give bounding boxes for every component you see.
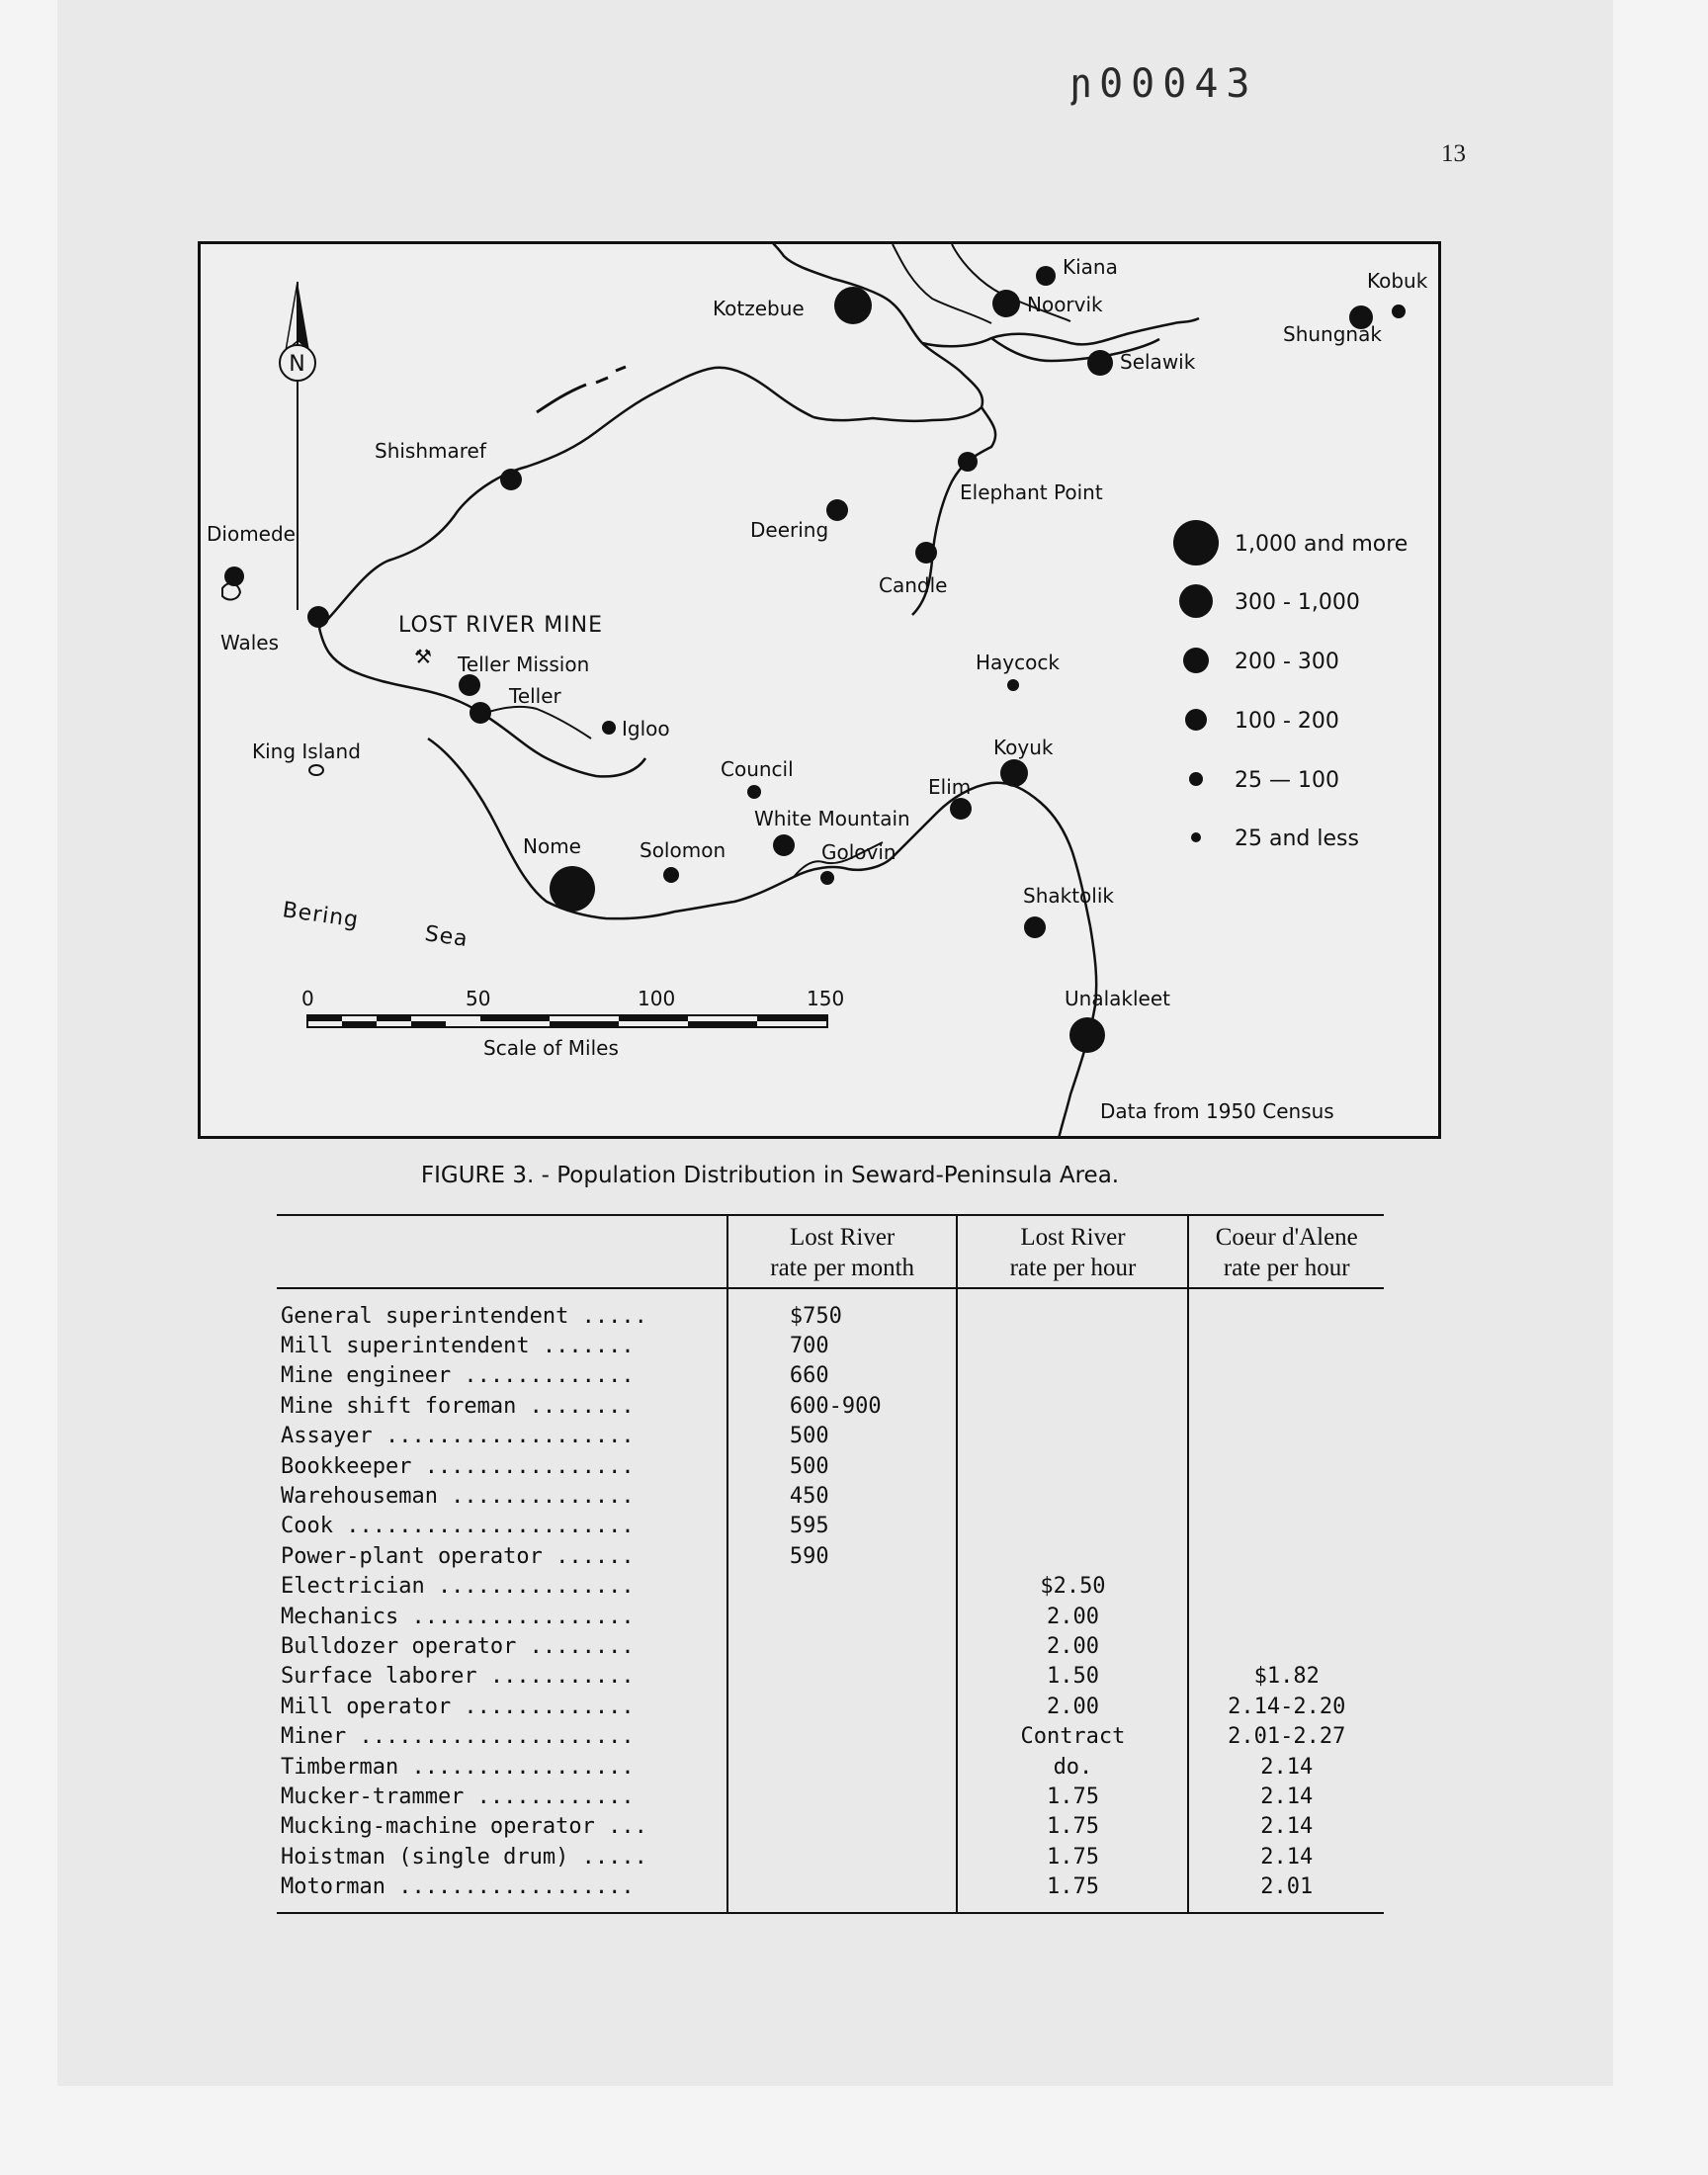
scale-label-0: 0 <box>301 987 314 1010</box>
shishmaref-lagoon-islands <box>537 367 626 412</box>
label-unalakleet: Unalakleet <box>1065 987 1170 1010</box>
town-elephant-point-dot <box>958 452 978 472</box>
legend-label-300-1000: 300 - 1,000 <box>1235 590 1360 615</box>
hour-rate-cell: 1.75 <box>957 1812 1188 1842</box>
table-row <box>277 1361 1384 1391</box>
hour-rate-cell: 1.75 <box>957 1782 1188 1811</box>
legend-label-25-less: 25 and less <box>1235 826 1359 851</box>
table-row <box>277 1422 1384 1451</box>
month-rate-cell <box>727 1662 958 1692</box>
occupation-cell: Bookkeeper ................ <box>281 1453 635 1479</box>
coeur-rate-cell <box>1188 1361 1384 1391</box>
month-rate-cell: 660 <box>727 1361 958 1391</box>
document-id-stamp: ɲ00043 <box>1068 61 1258 107</box>
north-label: N <box>289 352 306 377</box>
town-council-dot <box>747 785 761 799</box>
occupation-cell: Mucker-trammer ............ <box>281 1784 635 1809</box>
town-candle-dot <box>915 542 937 564</box>
label-teller: Teller <box>509 684 561 708</box>
label-kotzebue: Kotzebue <box>713 297 805 320</box>
coeur-rate-cell: 2.14 <box>1188 1842 1384 1871</box>
table-row <box>277 1842 1384 1871</box>
label-white-mountain: White Mountain <box>754 807 910 830</box>
town-unalakleet-dot <box>1069 1017 1105 1053</box>
month-rate-cell <box>727 1871 958 1912</box>
town-teller-mission-dot <box>459 674 480 696</box>
town-golovin-dot <box>820 871 834 885</box>
mine-pick-icon: ⚒ <box>414 645 432 668</box>
coastline-kotzebue-sound <box>772 244 982 421</box>
month-rate-cell <box>727 1692 958 1721</box>
coastline-port-clarence <box>482 707 591 739</box>
header-lost-river-month: Lost River rate per month <box>727 1215 958 1288</box>
month-rate-cell: 700 <box>727 1331 958 1360</box>
table-row <box>277 1451 1384 1481</box>
occupation-cell: Miner ..................... <box>281 1724 635 1750</box>
table-row <box>277 1572 1384 1602</box>
town-diomede-dot <box>224 566 244 586</box>
town-shishmaref-dot <box>500 469 522 490</box>
coeur-rate-cell <box>1188 1391 1384 1421</box>
occupation-cell: Warehouseman .............. <box>281 1484 635 1510</box>
population-map <box>198 241 1441 1139</box>
occupation-cell: Timberman ................. <box>281 1754 635 1780</box>
hour-rate-cell <box>957 1361 1188 1391</box>
month-rate-cell: 500 <box>727 1422 958 1451</box>
label-noorvik: Noorvik <box>1027 293 1103 316</box>
coeur-rate-cell <box>1188 1631 1384 1661</box>
occupation-cell: Power-plant operator ...... <box>281 1543 635 1569</box>
label-sea: Sea <box>423 921 470 953</box>
table-row <box>277 1512 1384 1541</box>
coeur-rate-cell <box>1188 1512 1384 1541</box>
table-row <box>277 1871 1384 1912</box>
label-teller-mission: Teller Mission <box>458 652 590 676</box>
occupation-cell: Mill superintendent ....... <box>281 1334 635 1359</box>
table-spacer-row <box>277 1288 1384 1301</box>
scale-label-50: 50 <box>466 987 491 1010</box>
coeur-rate-cell <box>1188 1301 1384 1331</box>
month-rate-cell <box>727 1752 958 1782</box>
coeur-rate-cell <box>1188 1481 1384 1511</box>
table-row <box>277 1541 1384 1571</box>
header-occupation <box>277 1215 727 1288</box>
month-rate-cell: 595 <box>727 1512 958 1541</box>
label-elim: Elim <box>928 775 972 799</box>
label-lost-river-mine: LOST RIVER MINE <box>398 613 604 638</box>
coeur-rate-cell: 2.14 <box>1188 1812 1384 1842</box>
coeur-rate-cell <box>1188 1541 1384 1571</box>
hour-rate-cell: 2.00 <box>957 1602 1188 1631</box>
population-legend <box>1173 520 1408 851</box>
label-solomon: Solomon <box>640 838 726 862</box>
hour-rate-cell <box>957 1541 1188 1571</box>
table-row <box>277 1602 1384 1631</box>
hour-rate-cell <box>957 1481 1188 1511</box>
town-deering-dot <box>826 499 848 521</box>
label-shishmaref: Shishmaref <box>375 439 486 463</box>
town-koyuk-dot <box>1000 759 1028 787</box>
town-igloo-dot <box>602 721 616 735</box>
label-haycock: Haycock <box>976 651 1060 674</box>
coastline-hotham <box>922 318 1199 346</box>
figure-caption: FIGURE 3. - Population Distribution in Seward-Peninsula Area. <box>420 1163 1120 1188</box>
table-row <box>277 1662 1384 1692</box>
occupation-cell: Electrician ............... <box>281 1574 635 1600</box>
town-noorvik-dot <box>992 290 1020 317</box>
label-selawik: Selawik <box>1120 350 1196 374</box>
coeur-rate-cell <box>1188 1602 1384 1631</box>
occupation-cell: Mine engineer ............. <box>281 1363 635 1389</box>
scale-bar <box>301 987 844 1060</box>
label-koyuk: Koyuk <box>993 736 1054 759</box>
month-rate-cell <box>727 1602 958 1631</box>
coastline-north <box>319 368 813 628</box>
month-rate-cell: 500 <box>727 1451 958 1481</box>
occupation-cell: Surface laborer ........... <box>281 1664 635 1690</box>
legend-label-200-300: 200 - 300 <box>1235 650 1339 674</box>
town-haycock-dot <box>1007 679 1019 691</box>
table-row <box>277 1692 1384 1721</box>
town-kobuk-dot <box>1392 304 1406 318</box>
hour-rate-cell: do. <box>957 1752 1188 1782</box>
table-row <box>277 1631 1384 1661</box>
town-elim-dot <box>950 798 972 820</box>
table-header-row <box>277 1215 1384 1288</box>
legend-label-1000-plus: 1,000 and more <box>1235 532 1409 557</box>
town-solomon-dot <box>663 867 679 883</box>
month-rate-cell <box>727 1812 958 1842</box>
king-island <box>309 765 323 775</box>
coeur-rate-cell: 2.01-2.27 <box>1188 1721 1384 1751</box>
hour-rate-cell: 1.75 <box>957 1842 1188 1871</box>
legend-label-100-200: 100 - 200 <box>1235 709 1339 734</box>
town-kiana-dot <box>1036 266 1056 286</box>
hour-rate-cell: Contract <box>957 1721 1188 1751</box>
table-body <box>277 1288 1384 1913</box>
label-elephant-point: Elephant Point <box>960 480 1103 504</box>
scale-label-100: 100 <box>638 987 676 1010</box>
label-wales: Wales <box>220 631 280 654</box>
map-source-note: Data from 1950 Census <box>1100 1099 1334 1123</box>
label-kobuk: Kobuk <box>1367 269 1428 293</box>
hour-rate-cell: 2.00 <box>957 1692 1188 1721</box>
coeur-rate-cell: 2.14 <box>1188 1752 1384 1782</box>
month-rate-cell: 450 <box>727 1481 958 1511</box>
occupation-cell: Mine shift foreman ........ <box>281 1393 635 1419</box>
label-candle: Candle <box>879 573 948 597</box>
coeur-rate-cell: $1.82 <box>1188 1662 1384 1692</box>
coeur-rate-cell <box>1188 1422 1384 1451</box>
occupation-cell: Mechanics ................. <box>281 1604 635 1629</box>
town-white-mountain-dot <box>773 834 795 856</box>
month-rate-cell <box>727 1721 958 1751</box>
hour-rate-cell <box>957 1451 1188 1481</box>
hour-rate-cell: $2.50 <box>957 1572 1188 1602</box>
river-noatak <box>893 244 991 323</box>
month-rate-cell: 590 <box>727 1541 958 1571</box>
coeur-rate-cell: 2.01 <box>1188 1871 1384 1912</box>
table-row <box>277 1721 1384 1751</box>
hour-rate-cell <box>957 1331 1188 1360</box>
label-nome: Nome <box>523 834 581 858</box>
town-teller-dot <box>470 702 491 724</box>
legend-label-25-100: 25 — 100 <box>1235 768 1339 793</box>
table-row <box>277 1481 1384 1511</box>
table-row <box>277 1782 1384 1811</box>
town-kotzebue-dot <box>834 287 872 324</box>
label-shungnak: Shungnak <box>1283 322 1382 346</box>
header-coeur-dalene-hour: Coeur d'Alene rate per hour <box>1188 1215 1384 1288</box>
occupation-cell: Mill operator ............. <box>281 1694 635 1719</box>
occupation-cell: Motorman .................. <box>277 1871 727 1912</box>
hour-rate-cell <box>957 1422 1188 1451</box>
table-row <box>277 1301 1384 1331</box>
town-shaktolik-dot <box>1024 916 1046 938</box>
label-council: Council <box>721 757 794 781</box>
table-row <box>277 1331 1384 1360</box>
label-igloo: Igloo <box>622 717 670 740</box>
coeur-rate-cell: 2.14-2.20 <box>1188 1692 1384 1721</box>
month-rate-cell: $750 <box>727 1301 958 1331</box>
hour-rate-cell: 2.00 <box>957 1631 1188 1661</box>
scale-caption: Scale of Miles <box>483 1036 619 1060</box>
north-arrow <box>280 282 315 610</box>
label-golovin: Golovin <box>821 840 897 864</box>
occupation-cell: Bulldozer operator ........ <box>281 1633 635 1659</box>
hour-rate-cell: 1.75 <box>957 1871 1188 1912</box>
town-wales-dot <box>307 606 329 628</box>
page-number: 13 <box>1441 140 1466 167</box>
coeur-rate-cell <box>1188 1451 1384 1481</box>
label-shaktolik: Shaktolik <box>1023 884 1114 908</box>
table-row <box>277 1812 1384 1842</box>
occupation-cell: Cook ...................... <box>281 1514 635 1539</box>
occupation-cell: Hoistman (single drum) ..... <box>281 1844 647 1870</box>
label-king-island: King Island <box>252 740 361 763</box>
month-rate-cell <box>727 1572 958 1602</box>
wage-rates-table <box>277 1214 1384 1914</box>
hour-rate-cell <box>957 1512 1188 1541</box>
hour-rate-cell: 1.50 <box>957 1662 1188 1692</box>
hour-rate-cell <box>957 1301 1188 1331</box>
header-lost-river-hour: Lost River rate per hour <box>957 1215 1188 1288</box>
coeur-rate-cell: 2.14 <box>1188 1782 1384 1811</box>
month-rate-cell <box>727 1631 958 1661</box>
label-bering: Bering <box>281 898 361 933</box>
label-kiana: Kiana <box>1063 255 1118 279</box>
occupation-cell: Mucking-machine operator ... <box>281 1814 647 1840</box>
coeur-rate-cell <box>1188 1572 1384 1602</box>
town-nome-dot <box>550 866 595 912</box>
coeur-rate-cell <box>1188 1331 1384 1360</box>
scale-label-150: 150 <box>807 987 845 1010</box>
month-rate-cell: 600-900 <box>727 1391 958 1421</box>
hour-rate-cell <box>957 1391 1188 1421</box>
occupation-cell: Assayer ................... <box>281 1424 635 1449</box>
month-rate-cell <box>727 1842 958 1871</box>
town-selawik-dot <box>1087 350 1113 376</box>
occupation-cell: General superintendent ..... <box>281 1303 647 1329</box>
label-deering: Deering <box>750 518 829 542</box>
label-diomede: Diomede <box>207 522 296 546</box>
table-row <box>277 1391 1384 1421</box>
table-row <box>277 1752 1384 1782</box>
month-rate-cell <box>727 1782 958 1811</box>
